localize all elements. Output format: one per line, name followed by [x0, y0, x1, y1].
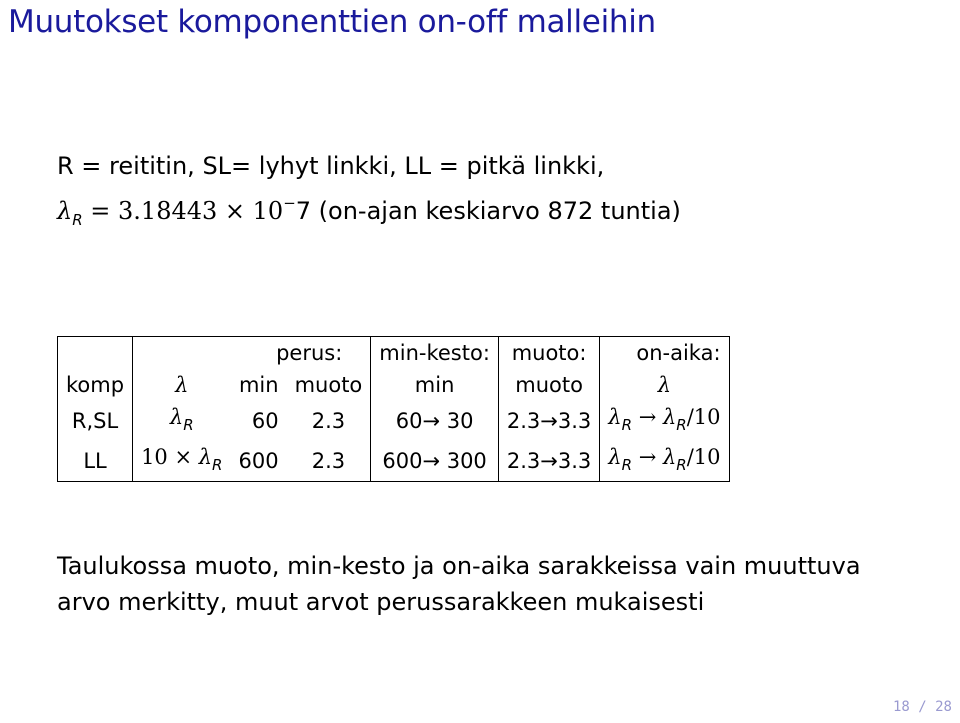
note-line-1: Taulukossa muoto, min-kesto ja on-aika sarakkeissa vain muuttuva	[57, 552, 861, 580]
empty-corner	[58, 337, 133, 370]
cell-lambda: $\lambda_R$	[133, 401, 231, 441]
cell-muoto: 2.3	[287, 441, 371, 482]
intro-exponent: −	[283, 194, 296, 212]
col-muoto-change: muoto	[498, 369, 599, 401]
table-row	[58, 401, 730, 441]
col-min: min	[238, 373, 279, 397]
on-aika-header: on-aika:	[600, 337, 729, 370]
min-kesto-header: min-kesto:	[371, 337, 499, 370]
column-header-row	[58, 369, 730, 401]
lambda-subscript: R	[72, 211, 83, 229]
col-komp: komp	[58, 369, 133, 401]
col-lambda: λ	[133, 369, 231, 401]
intro-equation: = 3.18443 × 10	[82, 197, 284, 225]
cell-komp: LL	[58, 441, 133, 482]
cell-min-kesto: 60→ 30	[371, 401, 499, 441]
intro-after: 7 (on-ajan keskiarvo 872 tuntia)	[295, 197, 681, 225]
cell-min-kesto: 600→ 300	[371, 441, 499, 482]
intro-text	[57, 148, 681, 239]
cell-on-aika: $\lambda_R \to \lambda_R/10$	[600, 441, 729, 482]
cell-min: 60	[251, 409, 279, 433]
cell-komp: R,SL	[58, 401, 133, 441]
note-line-2: arvo merkitty, muut arvot perussarakkeen mukaisesti	[57, 588, 705, 616]
cell-muoto-change: 2.3→3.3	[498, 441, 599, 482]
perus-header: perus:	[133, 337, 371, 370]
page-number: 18 / 28	[892, 699, 952, 715]
cell-on-aika: $\lambda_R \to \lambda_R/10$	[600, 401, 729, 441]
col-on-aika: λ	[600, 369, 729, 401]
intro-line-1: R = reititin, SL= lyhyt linkki, LL = pitkä linkki,	[57, 152, 605, 180]
cell-muoto: 2.3	[311, 409, 346, 433]
col-min-kesto: min	[371, 369, 499, 401]
note-text	[57, 548, 861, 620]
cell-muoto-change: 2.3→3.3	[498, 401, 599, 441]
cell-min: 600	[230, 441, 286, 482]
group-header-row	[58, 337, 730, 370]
cell-lambda: $10 \times \lambda_R$	[133, 441, 231, 482]
col-muoto: muoto	[294, 373, 363, 397]
component-table	[57, 336, 730, 482]
intro-line-2	[57, 185, 681, 239]
lambda-symbol: λ	[57, 197, 73, 225]
slide-title: Muutokset komponenttien on-off malleihin	[8, 4, 656, 40]
muoto-header: muoto:	[498, 337, 599, 370]
table-row	[58, 441, 730, 482]
